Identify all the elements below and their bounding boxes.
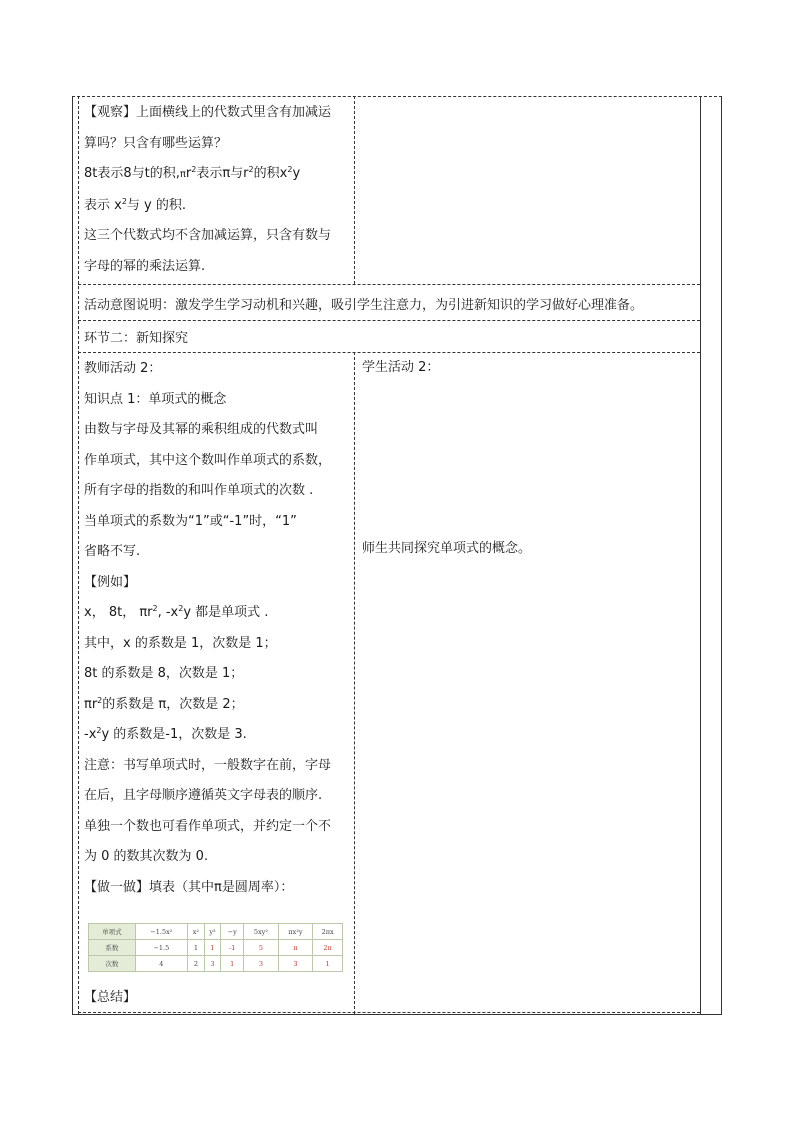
student-activity-title: 学生活动 2： [362,360,440,375]
example-line-4: $\pi r^2$的系数是 π，次数是 2； [84,695,244,712]
observation-line-1: 【观察】上面横线上的代数式里含有加减运 [84,105,332,120]
table-row [89,940,343,956]
left-dash-line [78,96,79,1014]
observation-line-6: 字母的幂的乘法运算. [84,258,206,274]
table-cell: 5xy² [244,924,278,940]
example-line-3: 8t 的系数是 8，次数是 1； [84,666,244,681]
table-cell: 1 [313,956,343,972]
row-divider-3 [78,352,700,353]
table-cell: 2π [313,940,343,956]
example-line-2: 其中，x 的系数是 1，次数是 1； [84,635,277,651]
table-cell: 次数 [89,956,136,972]
table-cell: 5 [244,940,278,956]
monomial-table [88,923,343,972]
observation-line-3: 8t表示8与t的积$,\pi r^2$表示π与$r^2$的积$x^2y$ [84,165,301,181]
example-heading: 【例如】 [84,574,137,590]
student-activity-text: 师生共同探究单项式的概念。 [362,541,532,556]
row-divider-2 [78,320,700,321]
table-cell: 1 [221,956,244,972]
table-cell: −1.5x² [135,924,187,940]
table-cell: 1 [188,940,205,956]
teacher-activity-title: 教师活动 2： [84,361,162,376]
bottom-dash-line [78,1012,700,1013]
attention-line-1: 注意：书写单项式时，一般数字在前，字母 [84,757,332,773]
table-cell: π [278,940,313,956]
table-cell: πx²y [278,924,313,940]
try-line: 【做一做】填表（其中π是圆周率）： [84,879,294,895]
note-line-1: 当单项式的系数为“1”或“-1”时，“1” [84,513,297,529]
column-divider-2 [354,352,355,1014]
table-row [89,924,343,940]
section-title: 环节二：新知探究 [84,331,189,346]
right-dash-line [700,96,701,1014]
table-cell: 2 [188,956,205,972]
table-cell: 4 [135,956,187,972]
attention-line-4: 为 0 的数其次数为 0. [84,849,209,864]
teacher-activity-cell [84,354,331,903]
table-cell: 系数 [89,940,136,956]
table-cell: −1.5 [135,940,187,956]
attention-line-3: 单独一个数也可看作单项式，并约定一个不 [84,818,332,834]
table-cell: 1 [204,940,221,956]
definition-line-2: 作单项式，其中这个数叫作单项式的系数， [84,452,332,468]
note-line-2: 省略不写. [84,544,141,559]
example-line-1: x， 8t， $\pi r^2$, $-x^2y$ 都是单项式 . [84,604,269,620]
table-cell: 3 [278,956,313,972]
definition-line-3: 所有字母的指数的和叫作单项式的次数 . [84,483,314,498]
table-cell: 3 [244,956,278,972]
summary-heading: 【总结】 [84,990,137,1005]
table-cell: y³ [204,924,221,940]
table-cell: 3 [204,956,221,972]
knowledge-point: 知识点 1：单项式的概念 [84,391,227,407]
example-line-5: $-x^2y$ 的系数是-1，次数是 3. [84,726,247,742]
table-cell: 2πx [313,924,343,940]
definition-line-1: 由数与字母及其幂的乘积组成的代数式叫 [84,422,319,437]
observe-heading: 【观察】 [84,105,137,120]
row-divider-1 [78,284,700,285]
table-cell: −y [221,924,244,940]
activity-intent: 活动意图说明：激发学生学习动机和兴趣，吸引学生注意力，为引进新知识的学习做好心理准备。 [84,298,644,313]
table-cell: 单项式 [89,924,136,940]
observation-cell [84,98,331,282]
table-top-border [72,96,722,97]
table-cell: x² [188,924,205,940]
observation-line-4: 表示 $x^2$与 y 的积. [84,196,187,213]
table-cell: -1 [221,940,244,956]
observation-line-2: 算吗？只含有哪些运算？ [84,135,228,151]
column-divider-1 [354,96,355,284]
observation-line-5: 这三个代数式均不含加减运算，只含有数与 [84,228,332,243]
attention-line-2: 在后，且字母顺序遵循英文字母表的顺序. [84,788,323,803]
table-row [89,956,343,972]
